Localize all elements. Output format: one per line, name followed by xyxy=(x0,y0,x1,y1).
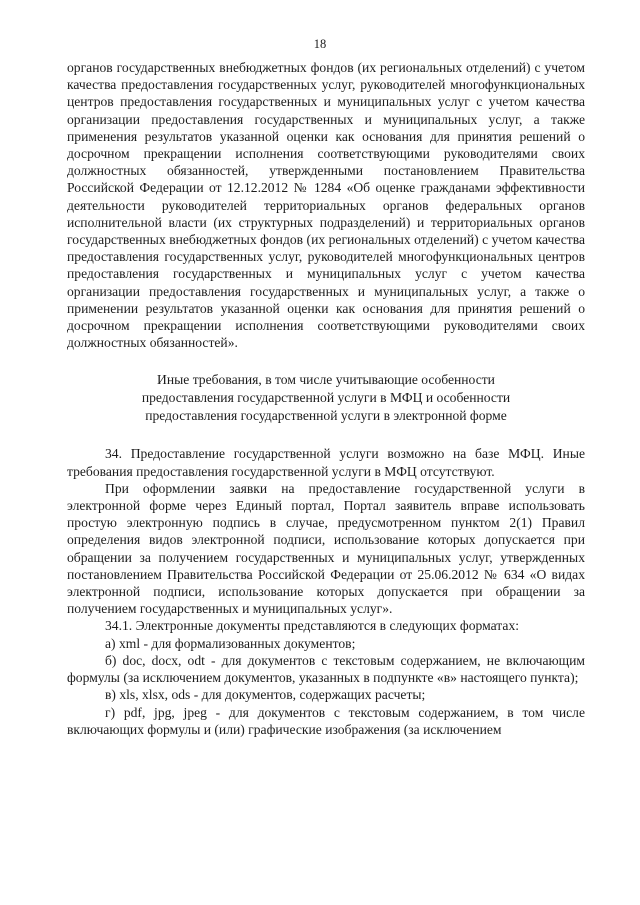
list-item-g: г) pdf, jpg, jpeg - для документов с текстовым содержанием, в том числе включающих формулы и (или) графические изображения (за исключением xyxy=(67,704,585,737)
paragraph-34-signature: При оформлении заявки на предоставление государственной услуги в электронной форме через Единый портал, Портал заявитель вправе использовать простую электронную подпись в случае, предусмотренном пунктом 2(1) Правил определения видов электронной подписи, использование которых допускается при обращении за получением государственных и муниципальных услуг, утвержденных постановлением Правительства Российской Федерации от 25.06.2012 № 634 «О видах электронной подписи, использование которых допускается при обращении за получением государственных и муниципальных услуг». xyxy=(67,480,585,617)
section-heading-line-3: предоставления государственной услуги в электронной форме xyxy=(145,408,507,424)
section-heading-line-2: предоставления государственной услуги в МФЦ и особенности xyxy=(141,390,511,406)
document-body xyxy=(67,59,585,738)
list-item-a: а) xml - для формализованных документов; xyxy=(105,635,356,651)
paragraph-34-1: 34.1. Электронные документы представляются в следующих форматах: xyxy=(105,618,520,634)
section-heading-line-1: Иные требования, в том числе учитывающие особенности xyxy=(157,372,495,388)
paragraph-continuation: органов государственных внебюджетных фондов (их региональных отделений) с учетом качества предоставления государственных услуг, руководителей многофункциональных центров предоставления государственных и муниципальных услуг с учетом качества организации предоставления государственных и муниципальных услуг, а также применения результатов указанной оценки как основания для принятия решений о досрочном прекращении исполнения соответствующими руководителями своих должностных обязанностей, утвержденными постановлением Правительства Российской Федерации от 12.12.2012 № 1284 «Об оценке гражданами эффективности деятельности руководителей территориальных органов федеральных органов исполнительной власти (их структурных подразделений) и территориальных органов государственных внебюджетных фондов (их региональных отделений) с учетом качества предоставления государственных услуг, руководителей многофункциональных центров предоставления государственных и муниципальных услуг с учетом качества организации предоставления государственных и муниципальных услуг, а также о применении результатов указанной оценки как основания для принятия решений о досрочном прекращении исполнения соответствующими руководителями своих должностных обязанностей». xyxy=(67,60,585,351)
list-item-b: б) doc, docx, odt - для документов с текстовым содержанием, не включающим формулы (за исключением документов, указанных в подпункте «в» настоящего пункта); xyxy=(67,652,585,686)
section-heading xyxy=(67,371,585,425)
list-item-v: в) xls, xlsx, ods - для документов, содержащих расчеты; xyxy=(105,687,426,703)
page-number: 18 xyxy=(313,37,327,51)
paragraph-34: 34. Предоставление государственной услуги возможно на базе МФЦ. Иные требования предоставления государственной услуги в МФЦ отсутствуют. xyxy=(67,446,585,479)
